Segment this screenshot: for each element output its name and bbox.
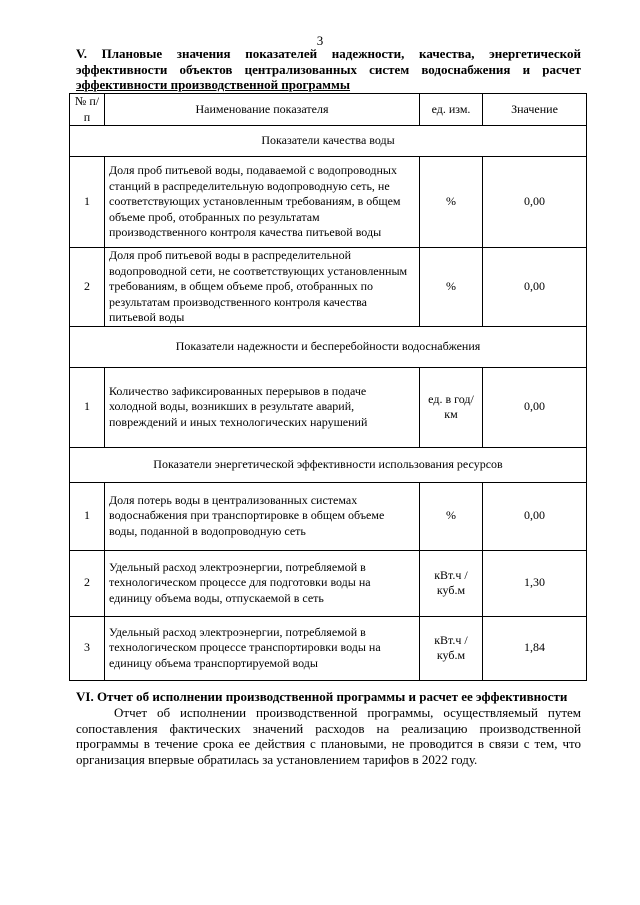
- row-unit: ед. в год/ км: [420, 367, 483, 447]
- row-num: 1: [70, 367, 105, 447]
- table-row: [70, 616, 587, 680]
- row-unit: %: [420, 248, 483, 327]
- group-row-energy: [70, 447, 587, 482]
- row-num: 3: [70, 616, 105, 680]
- table-row: [70, 157, 587, 248]
- row-num: 1: [70, 157, 105, 248]
- group-title: Показатели энергетической эффективности использования ресурсов: [70, 447, 587, 482]
- group-title: Показатели надежности и бесперебойности водоснабжения: [70, 326, 587, 367]
- row-value: 0,00: [483, 367, 587, 447]
- row-unit: %: [420, 157, 483, 248]
- table-row: [70, 367, 587, 447]
- row-name: Удельный расход электроэнергии, потребляемой в технологическом процессе для подготовки воды на единицу объема воды, отпускаемой в сеть: [105, 550, 420, 616]
- row-name: Удельный расход электроэнергии, потребляемой в технологическом процессе транспортировки воды на единицу объема транспортируемой воды: [105, 616, 420, 680]
- section-5-heading: [76, 46, 581, 93]
- row-value: 1,84: [483, 616, 587, 680]
- row-unit: %: [420, 482, 483, 550]
- header-num: № п/п: [70, 94, 105, 126]
- page-number: 3: [316, 33, 324, 48]
- group-row-quality: [70, 126, 587, 157]
- header-unit: ед. изм.: [420, 94, 483, 126]
- table-row: [70, 550, 587, 616]
- row-name: Доля потерь воды в централизованных системах водоснабжения при транспортировке в общем объеме воды, поданной в водопроводную сеть: [105, 482, 420, 550]
- row-name: Количество зафиксированных перерывов в подаче холодной воды, возникших в результате аварий, повреждений и иных технологических нарушений: [105, 367, 420, 447]
- group-title: Показатели качества воды: [70, 126, 587, 157]
- indicators-table: [69, 93, 587, 681]
- row-name: Доля проб питьевой воды в распределительной водопроводной сети, не соответствующих установленным требованиям, в общем объеме проб, отобранных по результатам производственного контроля качества питьевой воды: [105, 248, 420, 327]
- table-row: [70, 482, 587, 550]
- section-5-heading-underlined: эффективности производственной программы: [76, 77, 351, 92]
- row-value: 0,00: [483, 157, 587, 248]
- table-header-row: [70, 94, 587, 126]
- section-6-paragraph: Отчет об исполнении производственной программы, осуществляемый путем сопоставления фактических значений расходов на реализацию производственной программы в течение срока ее действия с плановыми, не проводится в связи с тем, что организация впервые обратилась за установлением тарифов в 2022 году.: [76, 705, 581, 767]
- row-num: 2: [70, 248, 105, 327]
- section-6-heading: VI. Отчет об исполнении производственной программы и расчет ее эффективности: [76, 689, 568, 704]
- group-row-reliability: [70, 326, 587, 367]
- row-value: 0,00: [483, 248, 587, 327]
- row-name: Доля проб питьевой воды, подаваемой с водопроводных станций в распределительную водопроводную сеть, не соответствующих установленным требованиям, в общем объеме проб, отобранных по результатам производственного контроля качества питьевой воды: [105, 157, 420, 248]
- row-num: 1: [70, 482, 105, 550]
- row-value: 1,30: [483, 550, 587, 616]
- header-name: Наименование показателя: [105, 94, 420, 126]
- row-value: 0,00: [483, 482, 587, 550]
- section-5-heading-text: V. Плановые значения показателей надежности, качества, энергетической эффективности объектов централизованных систем водоснабжения и расчет: [76, 46, 581, 77]
- header-value: Значение: [483, 94, 587, 126]
- row-unit: кВт.ч / куб.м: [420, 616, 483, 680]
- row-unit: кВт.ч / куб.м: [420, 550, 483, 616]
- table-row: [70, 248, 587, 327]
- row-num: 2: [70, 550, 105, 616]
